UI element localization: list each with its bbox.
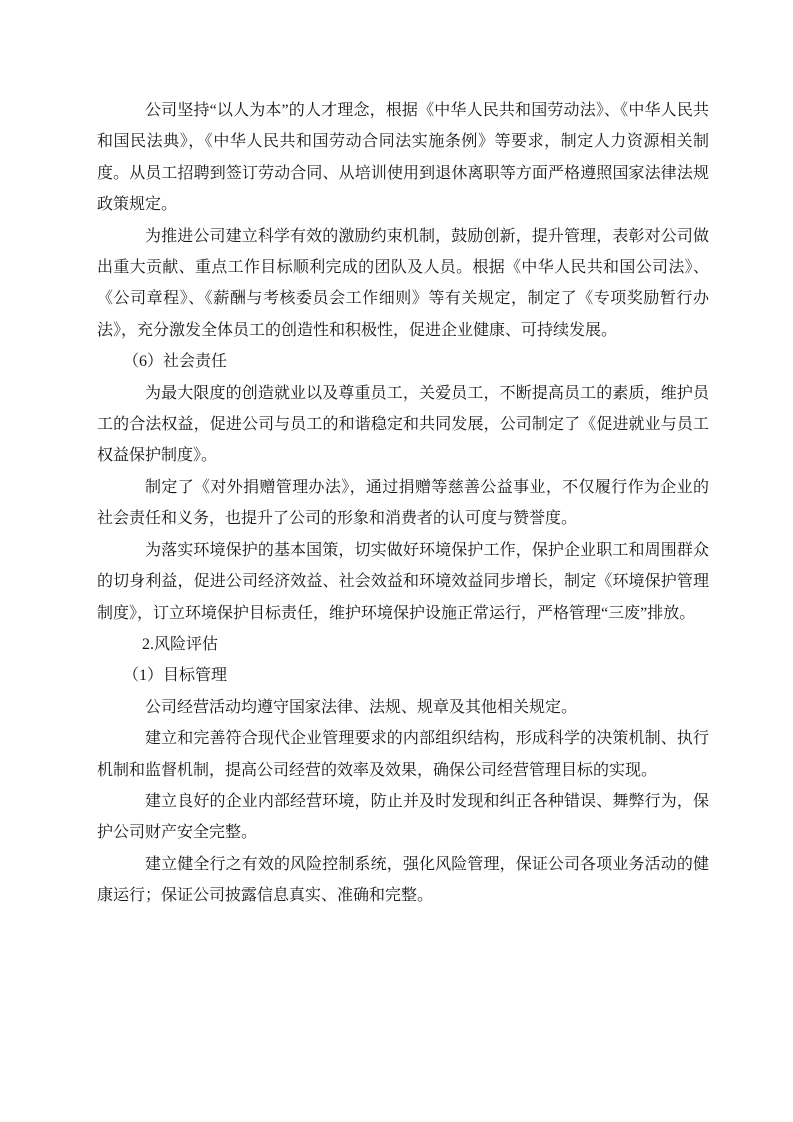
heading-target-management: （1）目标管理 bbox=[123, 667, 228, 685]
paragraph-legal-compliance: 公司经营活动均遵守国家法律、法规、规章及其他相关规定。 bbox=[145, 698, 578, 716]
paragraph-risk-control: 建立健全行之有效的风险控制系统，强化风险管理，保证公司各项业务活动的健康运行；保证公司披露信息真实、准确和完整。 bbox=[97, 855, 709, 905]
paragraph-internal-environment: 建立良好的企业内部经营环境，防止并及时发现和纠正各种错误、舞弊行为，保护公司财产安全完整。 bbox=[97, 792, 709, 842]
document-text-block bbox=[97, 95, 709, 912]
paragraph-incentive-mechanism: 为推进公司建立科学有效的激励约束机制，鼓励创新，提升管理，表彰对公司做出重大贡献、重点工作目标顺利完成的团队及人员。根据《中华人民共和国公司法》、《公司章程》、《薪酬与考核委员会工作细则》等有关规定，制定了《专项奖励暂行办法》，充分激发全体员工的创造性和积极性，促进企业健康、可持续发展。 bbox=[97, 227, 709, 339]
heading-social-responsibility: （6）社会责任 bbox=[123, 353, 228, 371]
paragraph-employment-protection: 为最大限度的创造就业以及尊重员工，关爱员工，不断提高员工的素质，维护员工的合法权益，促进公司与员工的和谐稳定和共同发展，公司制定了《促进就业与员工权益保护制度》。 bbox=[97, 384, 709, 465]
heading-risk-assessment: 2.风险评估 bbox=[142, 635, 219, 653]
paragraph-donation-management: 制定了《对外捐赠管理办法》，通过捐赠等慈善公益事业，不仅履行作为企业的社会责任和义务，也提升了公司的形象和消费者的认可度与赞誉度。 bbox=[97, 478, 709, 528]
paragraph-environmental-protection: 为落实环境保护的基本国策，切实做好环境保护工作，保护企业职工和周围群众的切身利益，促进公司经济效益、社会效益和环境效益同步增长，制定《环境保护管理制度》，订立环境保护目标责任，维护环境保护设施正常运行，严格管理“三废”排放。 bbox=[97, 541, 709, 622]
paragraph-internal-structure: 建立和完善符合现代企业管理要求的内部组织结构，形成科学的决策机制、执行机制和监督机制，提高公司经营的效率及效果，确保公司经营管理目标的实现。 bbox=[97, 730, 709, 779]
paragraph-hr-policy: 公司坚持“以人为本”的人才理念，根据《中华人民共和国劳动法》、《中华人民共和国民法典》，《中华人民共和国劳动合同法实施条例》等要求，制定人力资源相关制度。从员工招聘到签订劳动合同、从培训使用到退休离职等方面严格遵照国家法律法规政策规定。 bbox=[97, 102, 709, 214]
